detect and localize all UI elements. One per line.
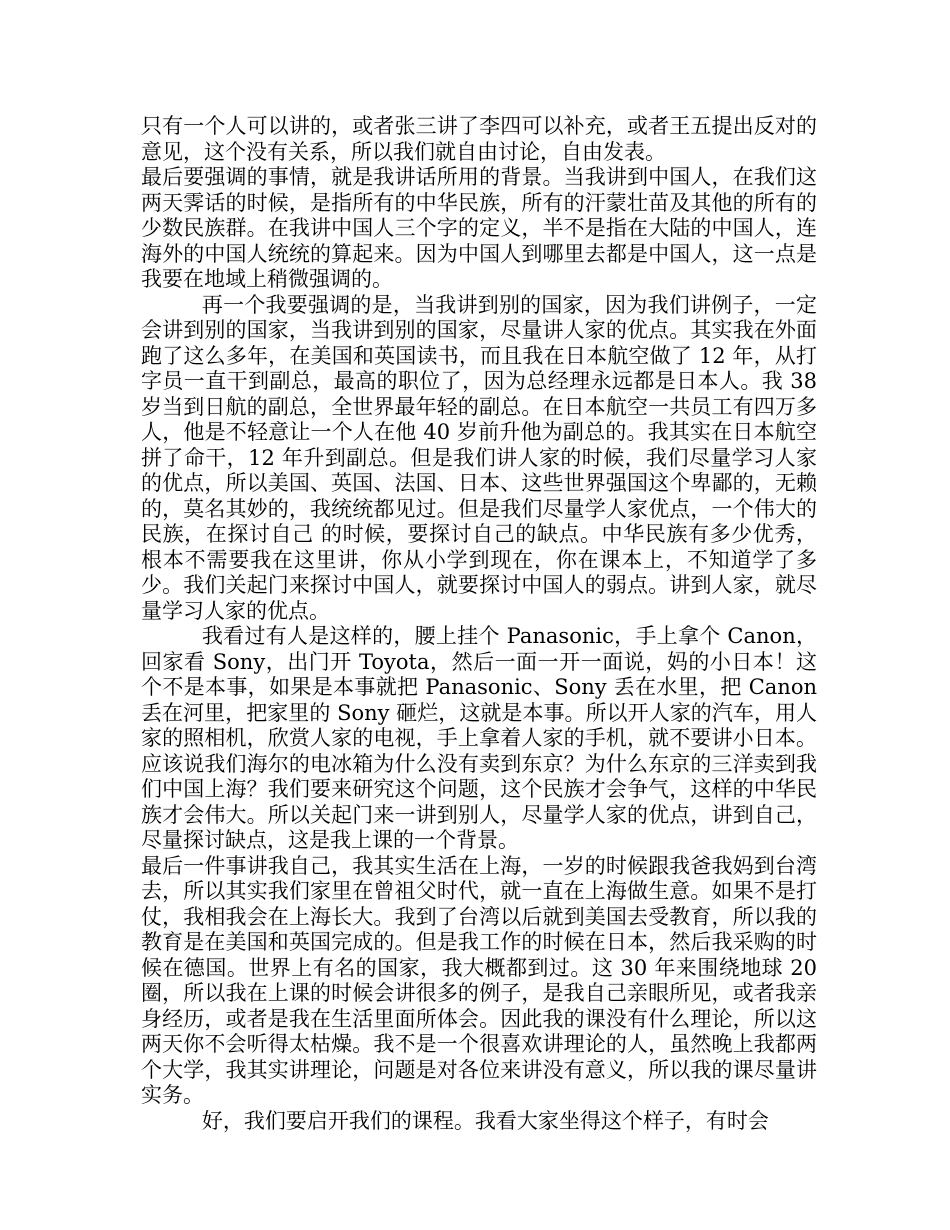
paragraph-japanese-brands: 我看过有人是这样的，腰上挂个 Panasonic，手上拿个 Canon，回家看 Sony，出门开 Toyota，然后一面一开一面说，妈的小日本！这个不是本事，如果是本事就把 Panasonic、Sony 丢在水里，把 Canon 丢在河里，把家里的 Sony 砸烂，这就是本事。所以开人家的汽车，用人家的照相机，欣赏人家的电视，手上拿着人家的手机，就不要讲小日本。应该说我们海尔的电冰箱为什么没有卖到东京？为什么东京的三洋卖到我们中国上海？我们要来研究这个问题，这个民族才会争气，这样的中华民族才会伟大。所以关起门来一讲到别人，尽量学人家的优点，讲到自己，尽量探讨缺点，这是我上课的一个背景。 (141, 624, 817, 852)
paragraph-about-myself: 最后一件事讲我自己，我其实生活在上海，一岁的时候跟我爸我妈到台湾去，所以其实我们家里在曾祖父时代，就一直在上海做生意。如果不是打仗，我相我会在上海长大。我到了台湾以后就到美国去受教育，所以我的教育是在美国和英国完成的。但是我工作的时候在日本，然后我采购的时候在德国。世界上有名的国家，我大概都到过。这 30 年来围绕地球 20 圈，所以我在上课的时候会讲很多的例子，是我自己亲眼所见，或者我亲身经历，或者是我在生活里面所体会。因此我的课没有什么理论，所以这两天你不会听得太枯燥。我不是一个很喜欢讲理论的人，虽然晚上我都两个大学，我其实讲理论，问题是对各位来讲没有意义，所以我的课尽量讲实务。 (141, 853, 817, 1107)
document-page (141, 114, 817, 1134)
paragraph-other-countries: 再一个我要强调的是，当我讲到别的国家，因为我们讲例子，一定会讲到别的国家，当我讲到别的国家，尽量讲人家的优点。其实我在外面跑了这么多年，在美国和英国读书，而且我在日本航空做了 12 年，从打字员一直干到副总，最高的职位了，因为总经理永远都是日本人。我 38 岁当到日航的副总，全世界最年轻的副总。在日本航空一共员工有四万多人，他是不轻意让一个人在他 40 岁前升他为副总的。我其实在日本航空拼了命干，12 年升到副总。但是我们讲人家的时候，我们尽量学习人家的优点，所以美国、英国、法国、日本、这些世界强国这个卑鄙的，无赖的，莫名其妙的，我统统都见过。但是我们尽量学人家优点，一个伟大的民族，在探讨自己 的时候，要探讨自己的缺点。中华民族有多少优秀，根本不需要我在这里讲，你从小学到现在，你在课本上，不知道学了多少。我们关起门来探讨中国人，就要探讨中国人的弱点。讲到人家，就尽量学习人家的优点。 (141, 292, 817, 623)
paragraph-course-start: 好，我们要启开我们的课程。我看大家坐得这个样子，有时会 (201, 1108, 769, 1133)
paragraph-speech-background: 最后要强调的事情，就是我讲话所用的背景。当我讲到中国人，在我们这两天霁话的时候，是指所有的中华民族，所有的汗蒙壮苗及其他的所有的少数民族群。在我讲中国人三个字的定义，半不是指在大陆的中国人，连海外的中国人统统的算起来。因为中国人到哪里去都是中国人，这一点是我要在地域上稍微强调的。 (141, 165, 817, 291)
paragraph-discussion-rules: 只有一个人可以讲的，或者张三讲了李四可以补充，或者王五提出反对的意见，这个没有关系，所以我们就自由讨论，自由发表。 (141, 114, 817, 164)
